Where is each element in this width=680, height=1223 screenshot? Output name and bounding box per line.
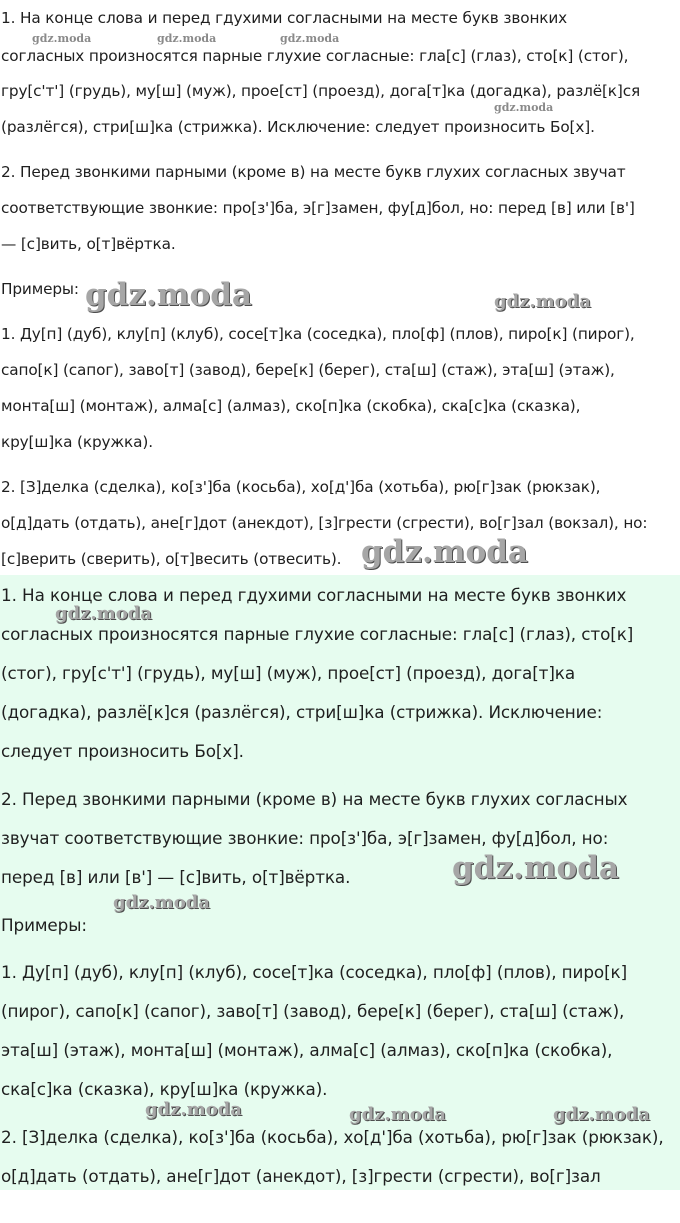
- watermark: gdz.moda: [32, 32, 92, 45]
- rule1-line: согласных произносятся парные глухие согласные: гла[с] (глаз), сто[к]: [1, 624, 634, 644]
- watermark: gdz.moda: [494, 101, 554, 114]
- watermark: gdz.moda: [280, 32, 340, 45]
- examples1-line: (пирог), сапо[к] (сапог), заво[т] (завод), бере[к] (берег), ста[ш] (стаж),: [1, 1001, 625, 1021]
- rule2-line: 2. Перед звонкими парными (кроме в) на месте букв глухих согласных: [1, 789, 628, 809]
- examples1-line: 1. Ду[п] (дуб), клу[п] (клуб), сосе[т]ка (соседка), пло[ф] (плов), пиро[к] (пирог),: [1, 325, 635, 343]
- rule1-line: следует произносить Бо[х].: [1, 741, 244, 761]
- watermark: gdz.moda: [85, 277, 252, 313]
- examples2-line: о[д]дать (отдать), ане[г]дот (анекдот), [з]грести (сгрести), во[г]зал: [1, 1166, 601, 1186]
- examples-label: Примеры:: [1, 280, 79, 298]
- watermark: gdz.moda: [349, 1104, 446, 1125]
- examples1-line: сапо[к] (сапог), заво[т] (завод), бере[к] (берег), ста[ш] (стаж), эта[ш] (этаж),: [1, 361, 615, 379]
- watermark: gdz.moda: [157, 32, 217, 45]
- rule1-line: гру[с'т'] (грудь), му[ш] (муж), прое[ст] (проезд), дога[т]ка (догадка), разлё[к]ся: [1, 82, 641, 100]
- rule2-line: звучат соответствующие звонкие: про[з']ба, э[г]замен, фу[д]бол, но:: [1, 828, 609, 848]
- examples1-line: эта[ш] (этаж), монта[ш] (монтаж), алма[с] (алмаз), ско[п]ка (скобка),: [1, 1040, 613, 1060]
- rule1-line: 1. На конце слова и перед гдухими согласными на месте букв звонких: [1, 585, 627, 605]
- examples-label: Примеры:: [1, 915, 87, 935]
- rule1-line: согласных произносятся парные глухие согласные: гла[с] (глаз), сто[к] (стог),: [1, 47, 629, 65]
- rule2-line: 2. Перед звонкими парными (кроме в) на месте букв глухих согласных звучат: [1, 163, 626, 181]
- rule2-line: перед [в] или [в'] — [с]вить, о[т]вёртка.: [1, 867, 351, 887]
- rule2-line: соответствующие звонкие: про[з']ба, э[г]замен, фу[д]бол, но: перед [в] или [в']: [1, 199, 635, 217]
- rule1-line: 1. На конце слова и перед гдухими согласными на месте букв звонких: [1, 9, 568, 27]
- examples2-line: 2. [З]делка (сделка), ко[з']ба (косьба), хо[д']ба (хотьба), рю[г]зак (рюкзак),: [1, 478, 601, 496]
- watermark: gdz.moda: [145, 1099, 242, 1120]
- rule1-line: (стог), гру[с'т'] (грудь), му[ш] (муж), прое[ст] (проезд), дога[т]ка: [1, 663, 576, 683]
- examples2-line: о[д]дать (отдать), ане[г]дот (анекдот), [з]грести (сгрести), во[г]зал (вокзал), но:: [1, 514, 648, 532]
- examples2-line: [с]верить (сверить), о[т]весить (отвесить).: [1, 550, 342, 568]
- examples1-line: монта[ш] (монтаж), алма[с] (алмаз), ско[п]ка (скобка), ска[с]ка (сказка),: [1, 397, 581, 415]
- examples2-line: 2. [З]делка (сделка), ко[з']ба (косьба), хо[д']ба (хотьба), рю[г]зак (рюкзак),: [1, 1127, 664, 1147]
- watermark: gdz.moda: [494, 291, 591, 312]
- rule1-line: (разлёгся), стри[ш]ка (стрижка). Исключение: следует произносить Бо[х].: [1, 118, 595, 136]
- examples1-line: кру[ш]ка (кружка).: [1, 433, 153, 451]
- watermark: gdz.moda: [55, 603, 152, 624]
- rule1-line: (догадка), разлё[к]ся (разлёгся), стри[ш]ка (стрижка). Исключение:: [1, 702, 603, 722]
- rule2-line: — [с]вить, о[т]вёртка.: [1, 235, 176, 253]
- watermark: gdz.moda: [452, 850, 619, 886]
- watermark: gdz.moda: [553, 1104, 650, 1125]
- examples1-line: 1. Ду[п] (дуб), клу[п] (клуб), сосе[т]ка (соседка), пло[ф] (плов), пиро[к]: [1, 962, 628, 982]
- watermark: gdz.moda: [361, 534, 528, 570]
- examples1-line: ска[с]ка (сказка), кру[ш]ка (кружка).: [1, 1079, 328, 1099]
- watermark: gdz.moda: [113, 892, 210, 913]
